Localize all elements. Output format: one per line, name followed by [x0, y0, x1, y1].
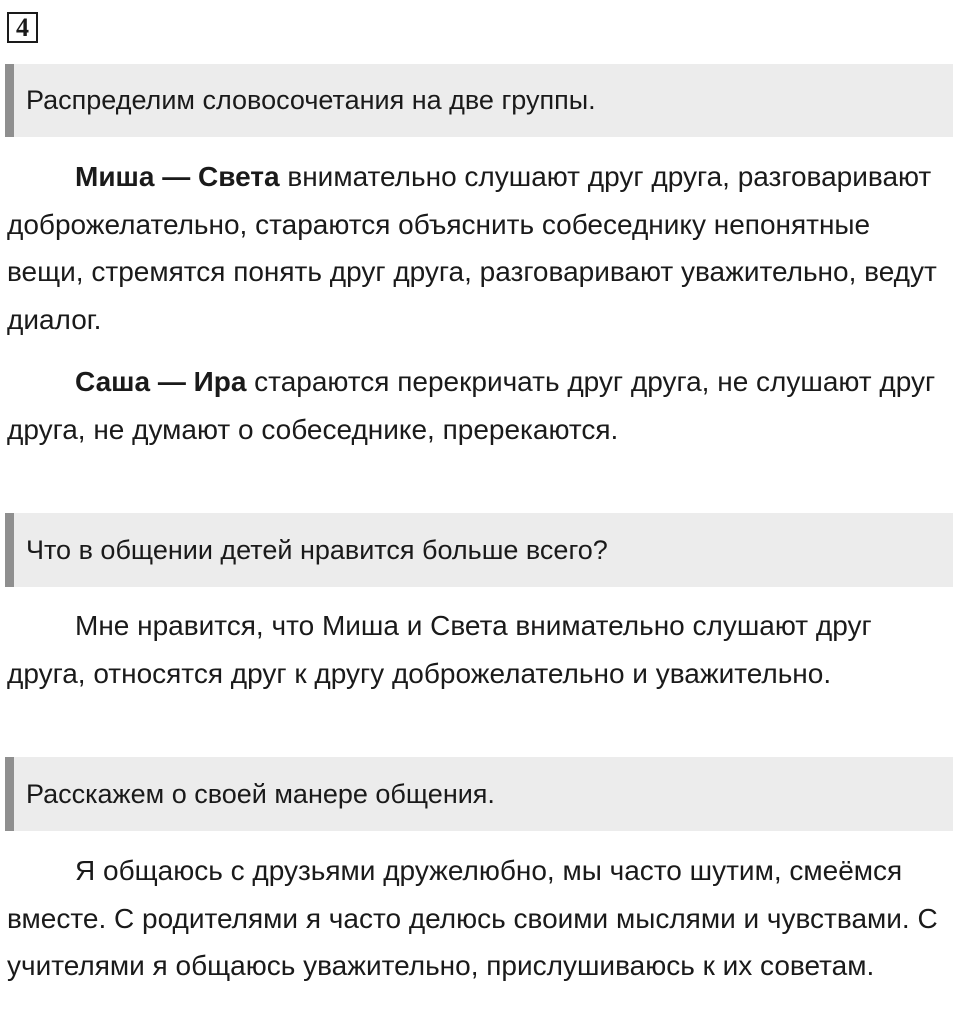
answer-paragraph-manner — [7, 847, 942, 990]
question-text-1: Распределим словосочетания на две группы. — [26, 85, 596, 115]
answer-text-sasha-ira: стараются перекричать друг друга, не слушают друг друга, не думают о собеседнике, пререкаются. — [7, 366, 936, 445]
answer-paragraph-misha-sveta — [7, 153, 942, 343]
pair-name-sasha-ira: Саша — Ира — [75, 366, 247, 397]
answer-text-likes: Мне нравится, что Миша и Света внимательно слушают друг друга, относятся друг к другу доброжелательно и уважительно. — [7, 610, 872, 689]
task-number-badge: 4 — [7, 12, 38, 43]
pair-name-misha-sveta: Миша — Света — [75, 161, 280, 192]
question-text-2: Что в общении детей нравится больше всего? — [26, 534, 608, 565]
question-text-3: Расскажем о своей манере общения. — [26, 778, 495, 809]
question-bar-3 — [5, 757, 953, 831]
question-bar-1 — [5, 64, 953, 137]
answer-text-manner: Я общаюсь с друзьями дружелюбно, мы часто шутим, смеёмся вместе. С родителями я часто делюсь своими мыслями и чувствами. С учителями я общаюсь уважительно, прислушиваюсь к их советам. — [7, 855, 938, 981]
answer-paragraph-sasha-ira — [7, 358, 942, 453]
answer-text-misha-sveta: внимательно слушают друг друга, разговаривают доброжелательно, стараются объяснить собеседнику непонятные вещи, стремятся понять друг друга, разговаривают уважительно, ведут диалог. — [7, 161, 937, 335]
question-bar-2 — [5, 513, 953, 587]
answer-paragraph-likes — [7, 602, 942, 697]
